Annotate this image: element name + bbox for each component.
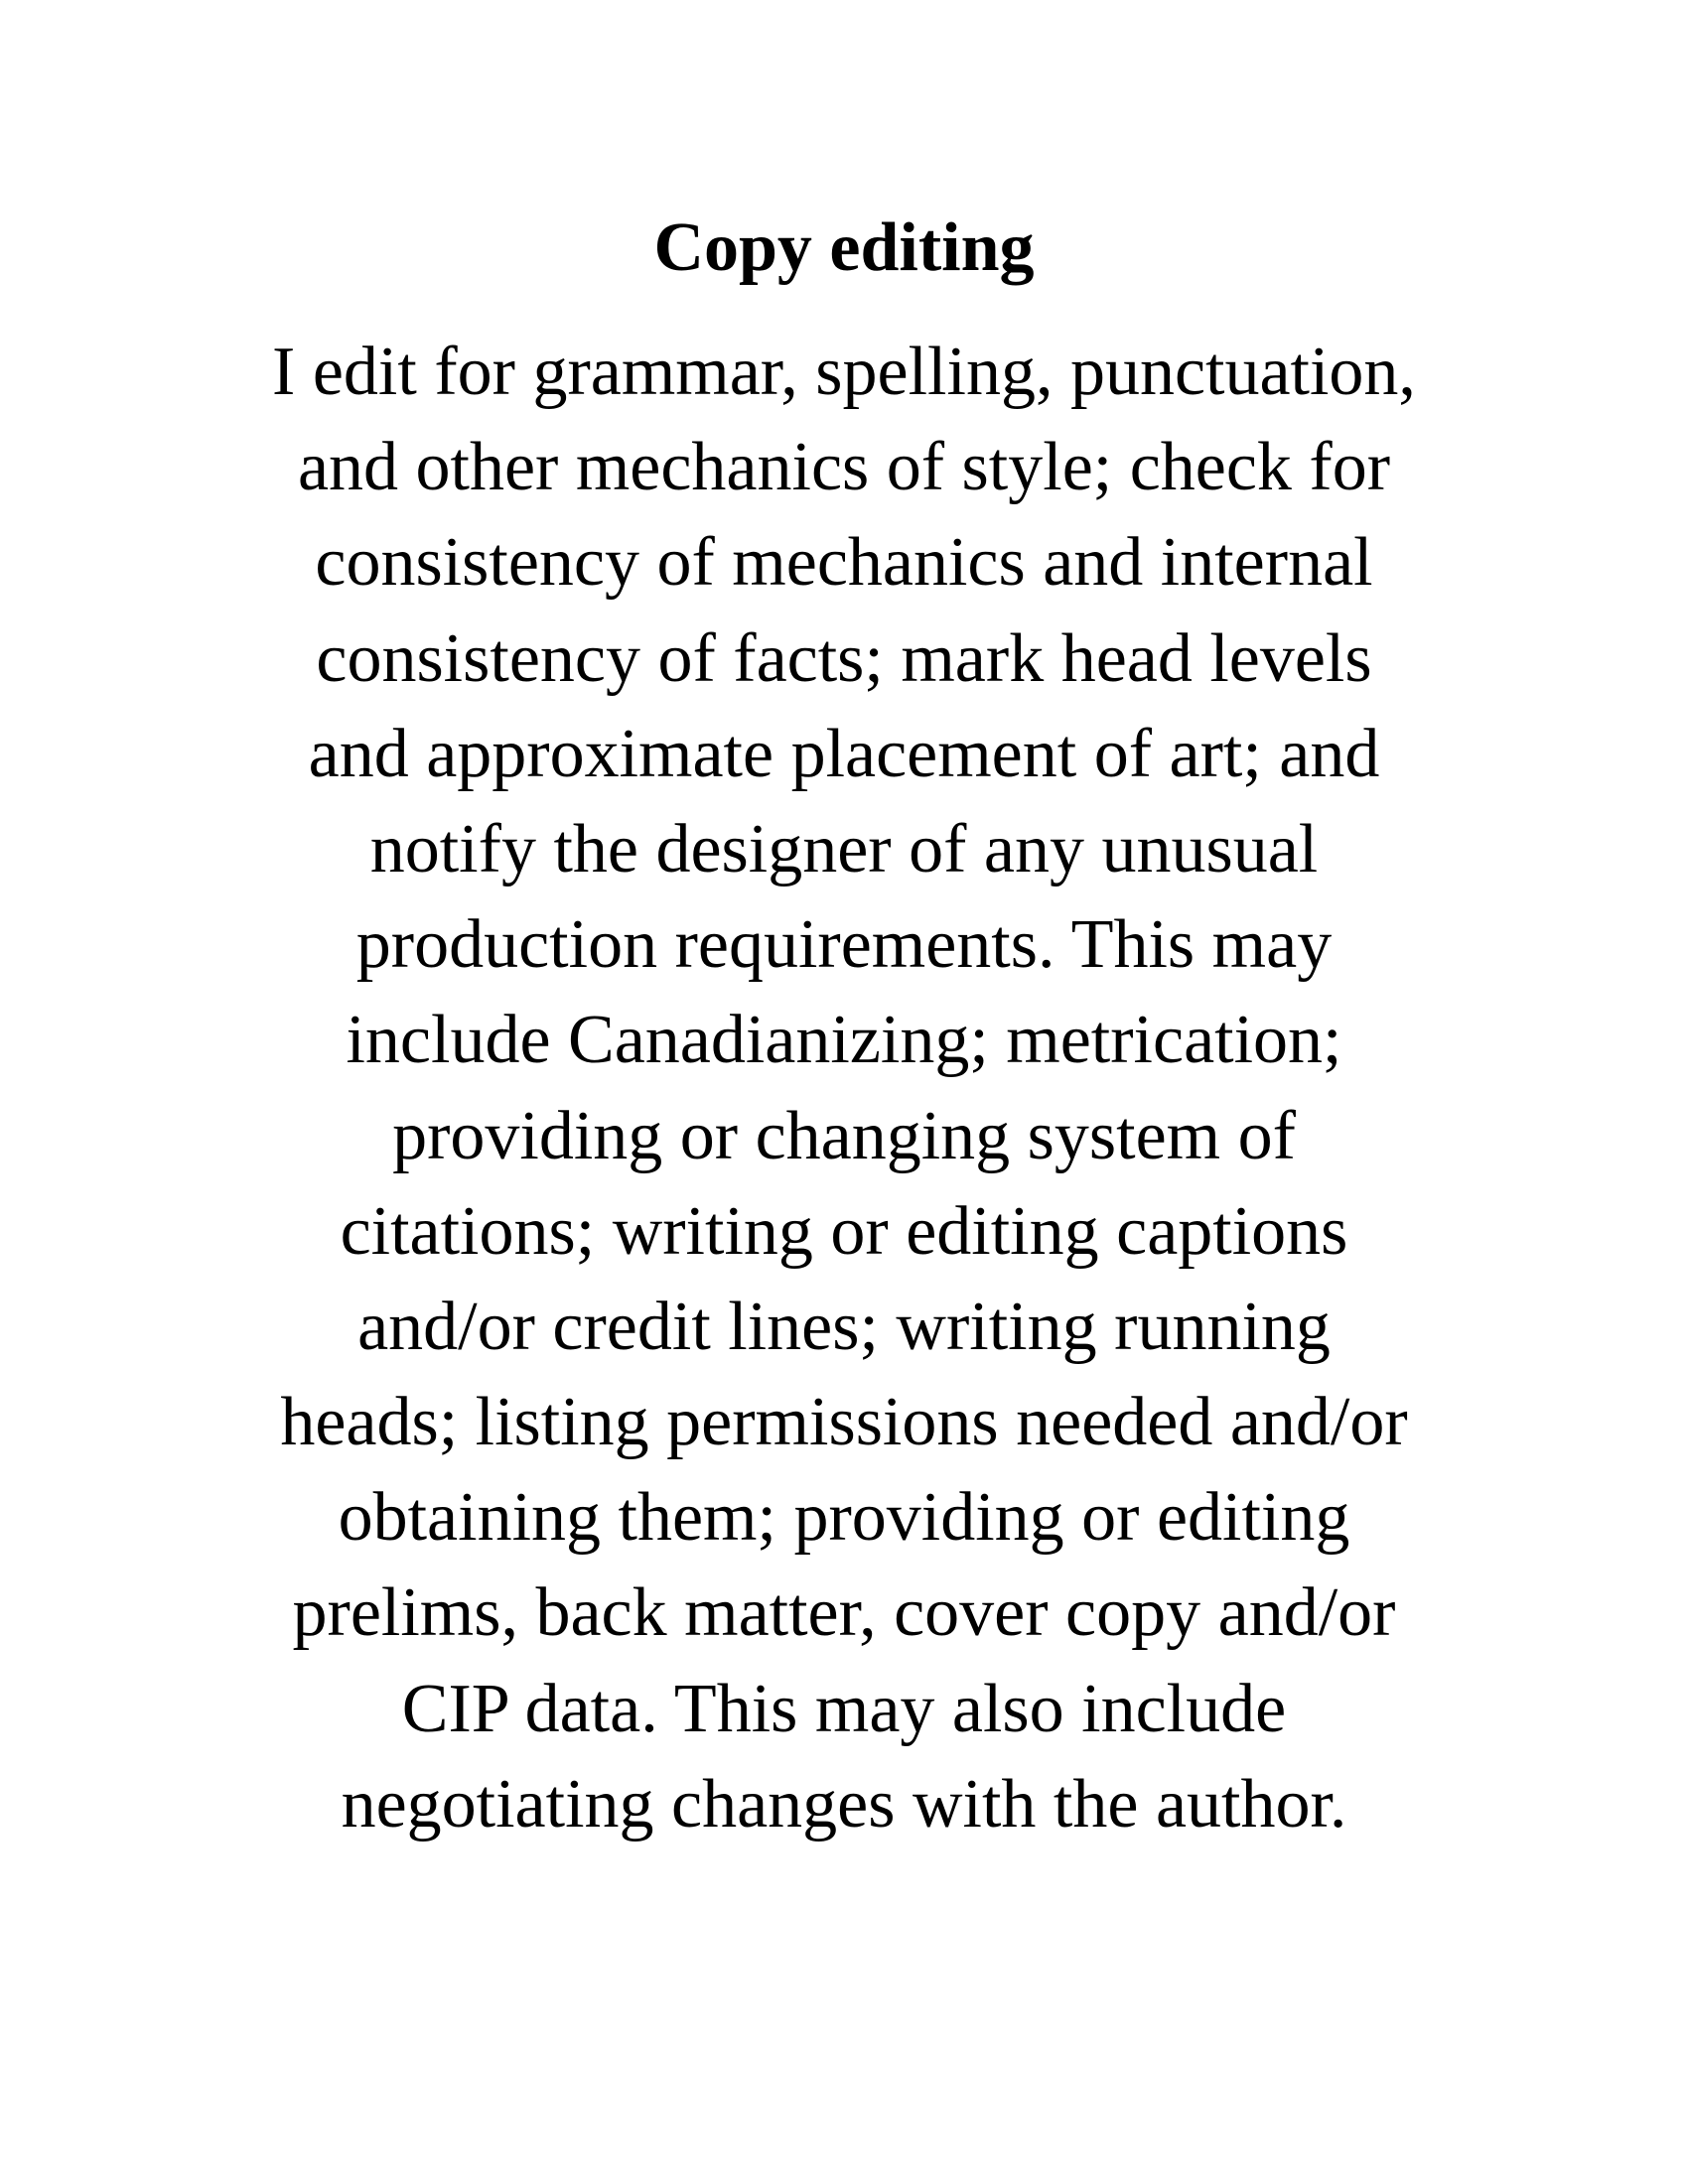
paragraph-line: citations; writing or editing captions	[340, 1192, 1348, 1270]
paragraph-line: obtaining them; providing or editing	[338, 1479, 1350, 1557]
paragraph-line: and approximate placement of art; and	[308, 715, 1380, 792]
paragraph-line: include Canadianizing; metrication;	[346, 1002, 1342, 1079]
body-paragraph	[0, 325, 1688, 1852]
paragraph-line: notify the designer of any unusual	[369, 810, 1319, 887]
paragraph-line: consistency of facts; mark head levels	[316, 619, 1372, 697]
paragraph-line: providing or changing system of	[392, 1097, 1296, 1174]
paragraph-line: and/or credit lines; writing running	[357, 1288, 1331, 1365]
paragraph-line: negotiating changes with the author.	[341, 1765, 1347, 1843]
page-title: Copy editing	[653, 209, 1035, 286]
paragraph-line: CIP data. This may also include	[401, 1670, 1287, 1747]
paragraph-line: production requirements. This may	[355, 906, 1333, 984]
paragraph-line: I edit for grammar, spelling, punctuation,	[272, 334, 1416, 410]
paragraph-line: prelims, back matter, cover copy and/or	[292, 1574, 1396, 1652]
paragraph-line: and other mechanics of style; check for	[297, 429, 1391, 506]
paragraph-line: consistency of mechanics and internal	[315, 524, 1373, 602]
paragraph-line: heads; listing permissions needed and/or	[280, 1384, 1408, 1461]
